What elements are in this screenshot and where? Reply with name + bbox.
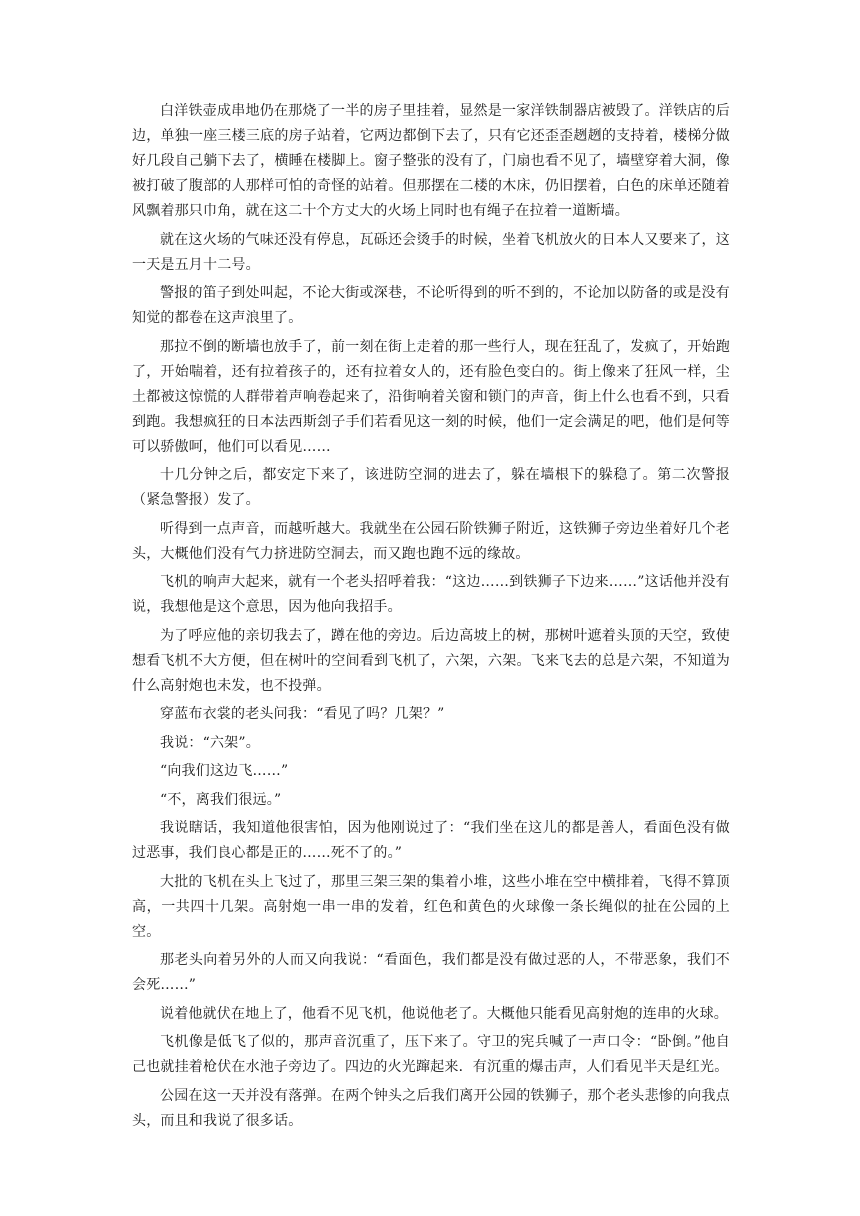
- paragraph: 公园在这一天并没有落弹。在两个钟头之后我们离开公园的铁狮子，那个老头悲惨的向我点头，而且和我说了很多话。: [132, 1087, 730, 1129]
- paragraph: “向我们这边飞……”: [160, 763, 289, 779]
- paragraph: “不，离我们很远。”: [160, 791, 282, 808]
- paragraph: 我说：“六架”。: [160, 734, 260, 751]
- paragraph: 那拉不倒的断墙也放手了，前一刻在街上走着的那一些行人，现在狂乱了，发疯了，开始跑了，开始喘着，还有拉着孩子的，还有拉着女人的，还有脸色变白的。街上像来了狂风一样，尘土都被这惊慌的人群带着声响卷起来了，沿街响着关窗和锁门的声音，街上什么也看不到，只看到跑。我想疯狂的日本法西斯刽子手们若看见这一刻的时候，他们一定会满足的吧，他们是何等可以骄傲呵，他们可以看见……: [132, 338, 730, 455]
- paragraph: 穿蓝布衣裳的老头问我：“看见了吗？几架？”: [160, 706, 445, 722]
- paragraph: 飞机的响声大起来，就有一个老头招呼着我：“这边……到铁狮子下边来……”这话他并没有说，我想他是这个意思，因为他向我招手。: [132, 574, 730, 615]
- paragraph: 警报的笛子到处叫起，不论大街或深巷，不论听得到的听不到的，不论加以防备的或是没有知觉的都卷在这声浪里了。: [132, 285, 730, 326]
- paragraph: 为了呼应他的亲切我去了，蹲在他的旁边。后边高坡上的树，那树叶遮着头顶的天空，致使想看飞机不大方便，但在树叶的空间看到飞机了，六架，六架。飞来飞去的总是六架，不知道为什么高射炮也未发，也不投弹。: [132, 627, 730, 694]
- paragraph: 十几分钟之后，都安定下来了，该进防空洞的进去了，躲在墙根下的躲稳了。第二次警报（紧急警报）发了。: [132, 467, 730, 508]
- paragraph: 那老头向着另外的人而又向我说：“看面色，我们都是没有做过恶的人，不带恶象，我们不会死……”: [132, 952, 730, 993]
- paragraph: 我说瞎话，我知道他很害怕，因为他刚说过了：“我们坐在这儿的都是善人，看面色没有做过恶事，我们良心都是正的……死不了的。”: [132, 820, 730, 861]
- paragraph: 就在这火场的气味还没有停息，瓦砾还会烫手的时候，坐着飞机放火的日本人又要来了，这一天是五月十二号。: [132, 231, 730, 273]
- paragraph: 说着他就伏在地上了，他看不见飞机，他说他老了。大概他只能看见高射炮的连串的火球。: [160, 1005, 728, 1022]
- article-body: [132, 99, 730, 1137]
- paragraph: 大批的飞机在头上飞过了，那里三架三架的集着小堆，这些小堆在空中横排着，飞得不算顶高，一共四十几架。高射炮一串一串的发着，红色和黄色的火球像一条长绳似的扯在公园的上空。: [132, 873, 730, 940]
- paragraph: 白洋铁壶成串地仍在那烧了一半的房子里挂着，显然是一家洋铁制器店被毁了。洋铁店的后边，单独一座三楼三底的房子站着，它两边都倒下去了，只有它还歪歪趔趔的支持着，楼梯分做好几段自己躺下去了，横睡在楼脚上。窗子整张的没有了，门扇也看不见了，墙壁穿着大洞，像被打破了腹部的人那样可怕的奇怪的站着。但那摆在二楼的木床，仍旧摆着，白色的床单还随着风飘着那只巾角，就在这二十个方丈大的火场上同时也有绳子在拉着一道断墙。: [132, 103, 730, 219]
- paragraph: 听得到一点声音，而越听越大。我就坐在公园石阶铁狮子附近，这铁狮子旁边坐着好几个老头，大概他们没有气力挤进防空洞去，而又跑也跑不远的缘故。: [132, 520, 730, 562]
- paragraph: 飞机像是低飞了似的，那声音沉重了，压下来了。守卫的宪兵喊了一声口令：“卧倒。”他自己也就挂着枪伏在水池子旁边了。四边的火光蹿起来．有沉重的爆击声，人们看见半天是红光。: [132, 1034, 730, 1075]
